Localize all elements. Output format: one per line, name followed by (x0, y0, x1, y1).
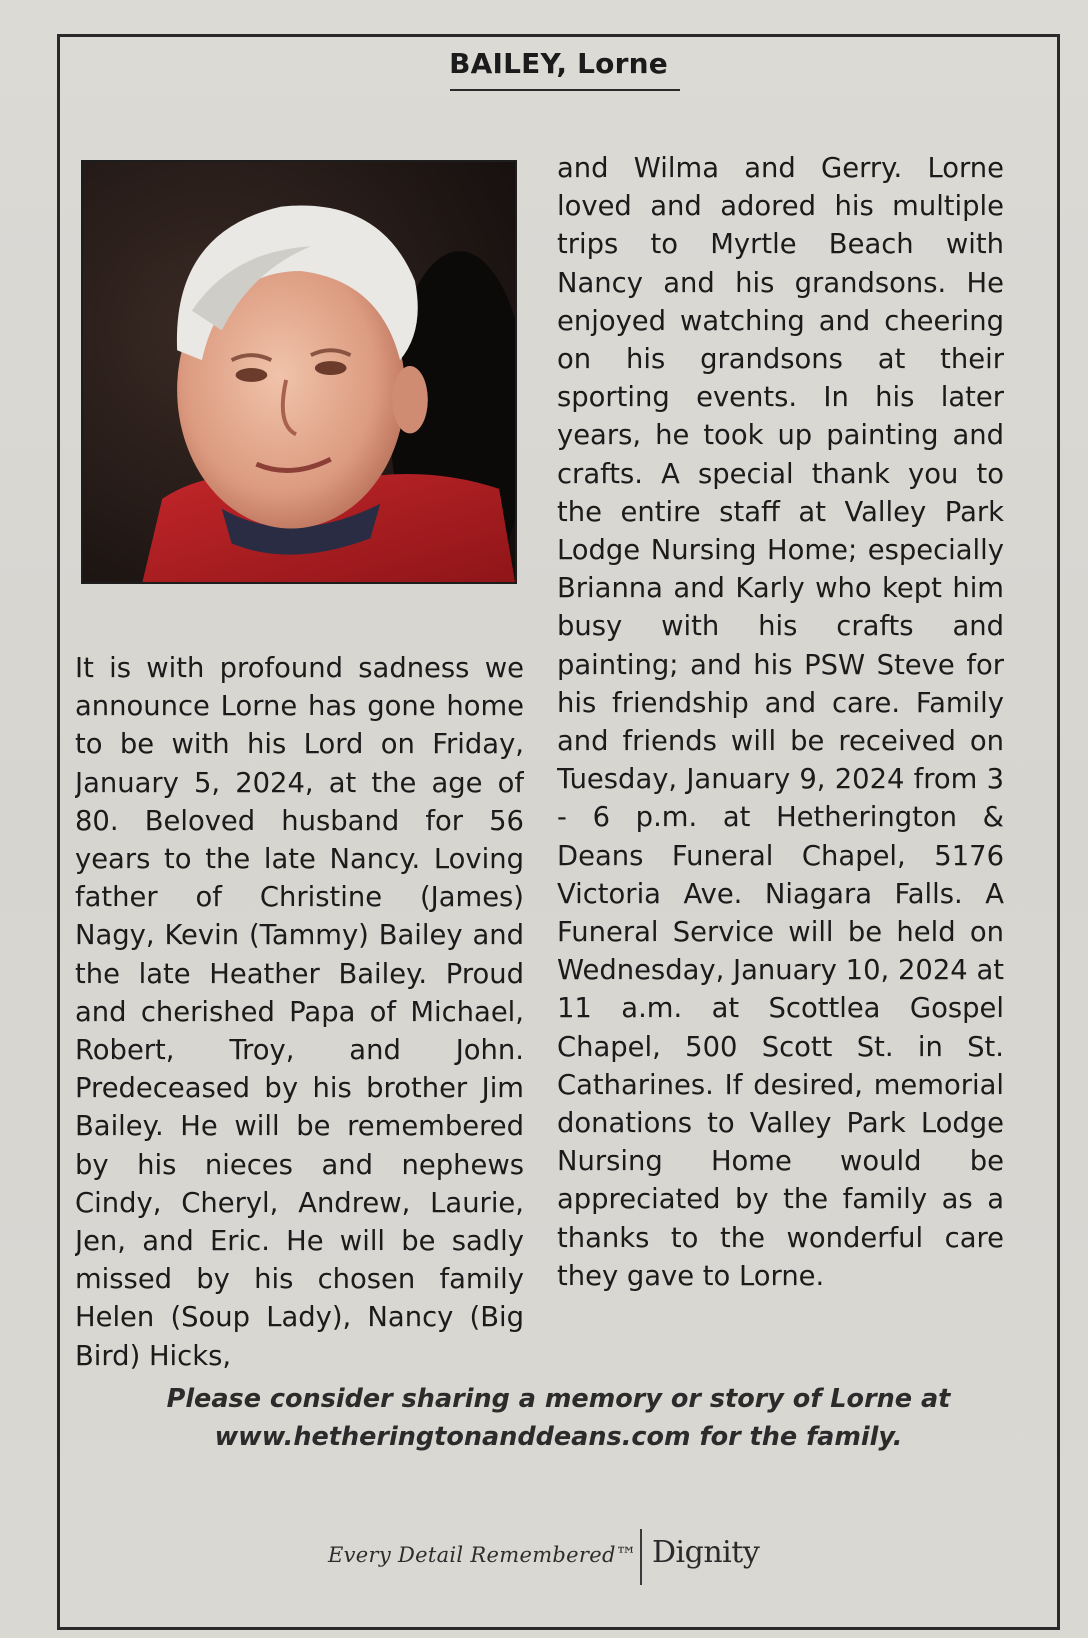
closing-line-2: www.hetheringtonanddeans.com for the family. (214, 1422, 903, 1452)
closing-line-1: Please consider sharing a memory or story of Lorne at (166, 1384, 951, 1414)
obituary-title: BAILEY, Lorne (449, 47, 668, 80)
obituary-notice (57, 34, 1060, 1630)
portrait-illustration (83, 162, 515, 582)
closing-message (60, 1380, 1057, 1456)
tagline-text: Every Detail Remembered™ (327, 1543, 637, 1567)
title-underline (450, 89, 680, 91)
footer-divider (640, 1529, 642, 1585)
portrait-photo (81, 160, 517, 584)
dignity-logo: Dignity (652, 1535, 760, 1570)
funeral-home-footer (60, 1529, 1057, 1589)
obituary-text-right-column: and Wilma and Gerry. Lorne loved and adored his multiple trips to Myrtle Beach with Nancy and his grandsons. He enjoyed watching and cheering on his grandsons at their sporting events. In his later years, he took up painting and crafts. A special thank you to the entire staff at Valley Park Lodge Nursing Home; especially Brianna and Karly who kept him busy with his crafts and painting; and his PSW Steve for his friendship and care. Family and friends will be received on Tuesday, January 9, 2024 from 3 - 6 p.m. at Hetherington & Deans Funeral Chapel, 5176 Victoria Ave. Niagara Falls. A Funeral Service will be held on Wednesday, January 10, 2024 at 11 a.m. at Scottlea Gospel Chapel, 500 Scott St. in St. Catharines. If desired, memorial donations to Valley Park Lodge Nursing Home would be appreciated by the family as a thanks to the wonderful care they gave to Lorne. (557, 153, 1004, 1292)
obituary-text-left-column: It is with profound sadness we announce Lorne has gone home to be with his Lord on Friday, January 5, 2024, at the age of 80. Beloved husband for 56 years to the late Nancy. Loving father of Christine (James) Nagy, Kevin (Tammy) Bailey and the late Heather Bailey. Proud and cherished Papa of Michael, Robert, Troy, and John. Predeceased by his brother Jim Bailey. He will be remembered by his nieces and nephews Cindy, Cheryl, Andrew, Laurie, Jen, and Eric. He will be sadly missed by his chosen family Helen (Soup Lady), Nancy (Big Bird) Hicks, (75, 653, 524, 1372)
